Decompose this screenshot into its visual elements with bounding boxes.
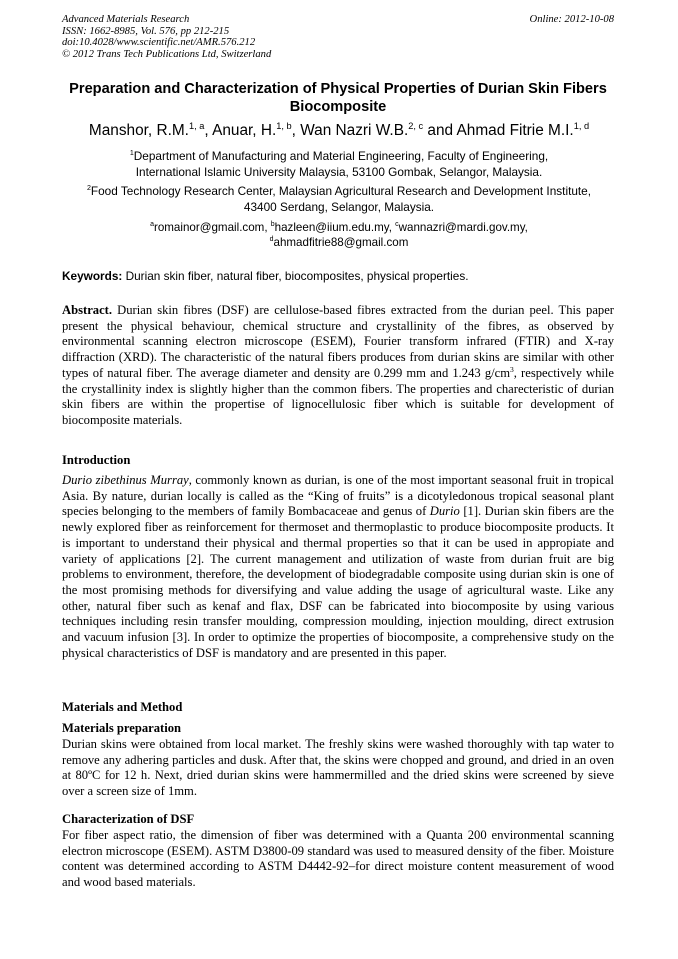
journal-header xyxy=(62,14,271,60)
email-list: $^a$romainor@gmail.com, $^b$hazleen@iium.edu.my, $^c$wannazri@mardi.gov.my, $^d$ahmadfitrie88@gmail.com xyxy=(150,221,528,249)
abstract: Abstract. Durian skin fibres (DSF) are cellulose-based fibres extracted from the durian peel. This paper present the physical behaviour, chemical structure and crystallinity of the fibres, as observed by environmental scanning electron microscope (ESEM), Fourier transform infrared (FTIR) and X-ray diffraction (XRD). The characteristic of the natural fibers produces from durian skins are similar with other types of natural fiber. The average diameter and density are 0.299 mm and 1.243 $g/cm^3$, respectively while the crystallinity index is slightly higher than the common fibers. The properties and charecteristic of durian skin fibers are within the propertise of lignocellulosic fiber which is suitable for development of biocomposite materials. xyxy=(62,303,614,427)
journal-name: Advanced Materials Research xyxy=(62,14,190,25)
section-heading-materials-method: Materials and Method xyxy=(62,700,183,714)
author: Anuar, H.$^{1, b}$, xyxy=(212,120,301,139)
keywords-text: Durian skin fiber, natural fiber, biocomposites, physical properties. xyxy=(125,269,469,283)
email-address[interactable]: romainor@gmail.com xyxy=(153,221,265,234)
affiliation-2: $^2$Food Technology Research Center, Malaysian Agricultural Research and Development Institute, 43400 Serdang, Selangor, Malaysia. xyxy=(86,184,592,214)
introduction-paragraph: Durio zibethinus Murray, commonly known as durian, is one of the most important seasonal fruit in tropical Asia. By nature, durian locally is called as the “King of fruits” is a dicotyledonous tropical seasonal plant species belonging to the members of family Bombacaceae and genus of Durio [1]. Durian skin fibers are the newly explored fiber as reinforcement for thermoset and thermoplastic to produce biocomposite products. It is important to understand their physical and thermal properties so that it can be used in appropiate and variety of applications [2]. The current management and utilization of waste from durian fruit are big problems to environment, therefore, the development of biodegradable composite using durian skin is one of the most promising methods for diversifying and value adding the usage of agricultural waste. Like any other, natural fiber such as kenaf and flax, DSF can be fabricated into biocomposite by using various techniques including resin transfer moulding, compression moulding, injection moulding, direct extrusion and vacuum infusion [3]. In order to optimize the properties of biocomposite, a comprehensive study on the physical characteristics of DSF is mandatory and are presented in this paper. xyxy=(62,473,614,660)
doi-line: doi:10.4028/www.scientific.net/AMR.576.212 xyxy=(62,37,256,49)
section-heading-introduction: Introduction xyxy=(62,453,131,467)
issn-line: ISSN: 1662-8985, Vol. 576, pp 212-215 xyxy=(62,25,230,37)
author-list xyxy=(40,121,638,141)
email-address[interactable]: hazleen@iium.edu.my xyxy=(274,221,389,234)
subsection-heading-materials-preparation: Materials preparation xyxy=(62,721,182,735)
abstract-label: Abstract. xyxy=(62,303,113,317)
subsection-heading-characterization: Characterization of DSF xyxy=(62,812,195,826)
author: Wan Nazri W.B.$^{2, c}$ and xyxy=(300,120,457,139)
online-date: Online: 2012-10-08 xyxy=(529,14,614,25)
copyright-line: © 2012 Trans Tech Publications Ltd, Switzerland xyxy=(62,48,272,60)
keywords-label: Keywords: xyxy=(62,269,123,283)
characterization-paragraph: For fiber aspect ratio, the dimension of fiber was determined with a Quanta 200 environmental scanning electron microscope (ESEM). ASTM D3800-09 standard was used to measured density of the fiber. Moisture content was determined according to ASTM D4442-92–for direct moisture content measurement of wood and wood based materials. xyxy=(62,828,614,890)
paper-title: Preparation and Characterization of Physical Properties of Durian Skin Fibers Biocomposite xyxy=(69,81,607,115)
affiliation-1: $^1$Department of Manufacturing and Material Engineering, Faculty of Engineering, International Islamic University Malaysia, 53100 Gombak, Selangor, Malaysia. xyxy=(129,149,549,179)
materials-preparation-paragraph: Durian skins were obtained from local market. The freshly skins were washed thoroughly with tap water to remove any adhering particles and dusk. After that, the skins were chopped and ground, and dried in an oven at 80ºC for 12 h. Next, dried durian skins were hammermilled and the dried skins were screened by sieve over a screen size of 1mm. xyxy=(62,737,614,799)
email-address[interactable]: ahmadfitrie88@gmail.com xyxy=(273,236,409,249)
author: Manshor, R.M.$^{1, a}$, xyxy=(88,120,213,139)
email-address[interactable]: wannazri@mardi.gov.my xyxy=(398,221,525,234)
author: Ahmad Fitrie M.I.$^{1, d}$ xyxy=(456,120,590,139)
keywords xyxy=(62,269,614,284)
